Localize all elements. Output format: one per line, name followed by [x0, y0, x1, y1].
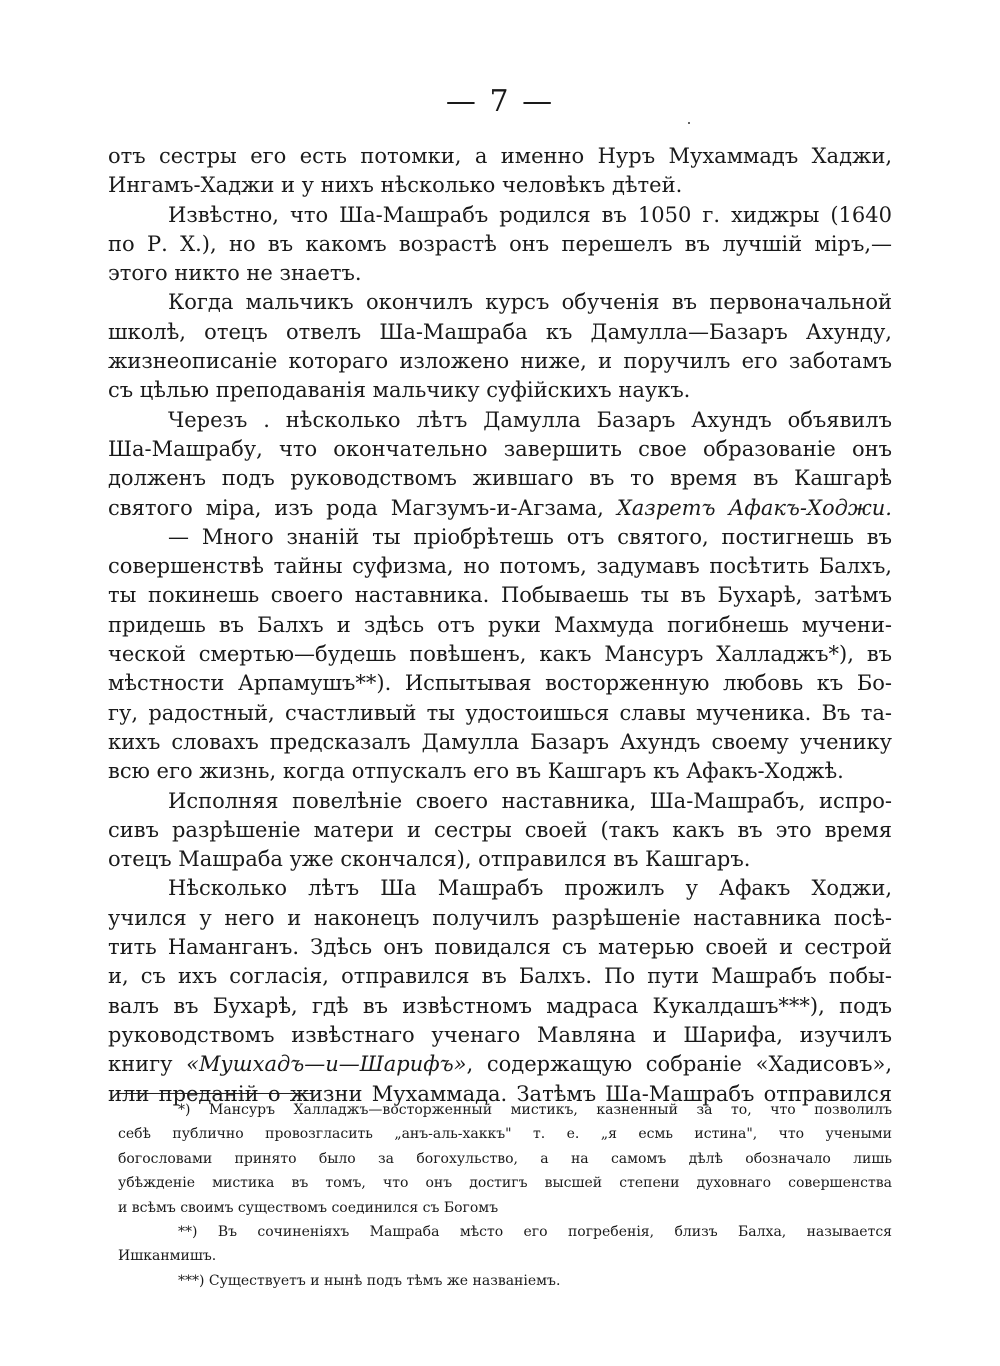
text-line: или преданій о жизни Мухаммада. Затѣмъ Ша-Машрабъ отправился	[108, 1081, 892, 1106]
text-line: этого никто не знаетъ.	[108, 261, 362, 286]
footnote-text: **) Въ сочиненіяхъ Машраба мѣсто его погребенія, близъ Балха, называется	[178, 1223, 892, 1240]
text-line: всю его жизнь, когда отпускалъ его въ Кашгаръ къ Афакъ-Ходжѣ.	[108, 759, 844, 784]
text-line: съ цѣлью преподаванія мальчику суфійскихъ наукъ.	[108, 378, 691, 403]
text-line	[108, 787, 892, 816]
footnote-line: себѣ публично провозгласить „анъ-аль-хаккъ" т. е. „я есмь истина", что учеными	[118, 1126, 892, 1143]
print-speck	[688, 122, 690, 124]
text-line: руководствомъ извѣстнаго ученаго Мавляна и Шарифа, изучилъ	[108, 1022, 892, 1047]
text-line: школѣ, отецъ отвелъ Ша-Машраба къ Дамулла—Базаръ Ахунду,	[108, 319, 892, 344]
footnote-text: *) Мансуръ Халладжъ—восторженный мистикъ, казненный за то, что позволилъ	[178, 1102, 892, 1118]
text-line: Ша-Машрабу, что окончательно завершить свое образованіе онъ	[108, 436, 892, 461]
text-line-content: Когда мальчикъ окончилъ курсъ обученія въ первоначальной	[168, 290, 892, 315]
text-line: отецъ Машраба уже скончался), отправился въ Кашгаръ.	[108, 847, 751, 872]
text-line: жизнеописаніе котораго изложено ниже, и поручилъ его заботамъ	[108, 349, 892, 374]
text-line: долженъ подъ руководствомъ жившаго въ то время въ Кашгарѣ	[108, 466, 892, 491]
text-line-content: Извѣстно, что Ша-Машрабъ родился въ 1050 г. хиджры (1640	[168, 202, 892, 227]
text-line	[108, 523, 892, 552]
text-line	[108, 201, 892, 230]
footnotes	[118, 1098, 892, 1293]
italic-name: Хазретъ Афакъ-Ходжи.	[616, 495, 892, 520]
text-line: мѣстности Арпамушъ**). Испытывая восторженную любовь къ Бо-	[108, 671, 892, 696]
text-line	[108, 288, 892, 317]
text-line: ческой смертью—будешь повѣшенъ, какъ Мансуръ Халладжъ*), въ	[108, 642, 892, 667]
footnote-line: богословами принято было за богохульство, а на самомъ дѣлѣ обозначало лишь	[118, 1150, 892, 1167]
text-line	[108, 1050, 892, 1079]
text-line: валъ въ Бухарѣ, гдѣ въ извѣстномъ мадраса Кукалдашъ***), подъ	[108, 993, 892, 1018]
footnote-text: ***) Существуетъ и нынѣ подъ тѣмъ же названіемъ.	[178, 1272, 561, 1289]
text-line	[108, 406, 892, 435]
text-line: отъ сестры его есть потомки, а именно Нуръ Мухаммадъ Хаджи,	[108, 144, 892, 168]
page-number: — 7 —	[445, 84, 555, 119]
footnote-line: и всѣмъ своимъ существомъ соединился съ Богомъ	[118, 1199, 499, 1216]
text-fragment: книгу	[108, 1052, 187, 1077]
text-line: ты покинешь своего наставника. Побываешь ты въ Бухарѣ, затѣмъ	[108, 583, 892, 608]
text-line: совершенствѣ тайны суфизма, но потомъ, задумавъ посѣтить Балхъ,	[108, 554, 892, 579]
text-line: Ингамъ-Хаджи и у нихъ нѣсколько человѣкъ дѣтей.	[108, 173, 683, 198]
main-text	[108, 142, 892, 1109]
footnote-line: Ишканмишъ.	[118, 1248, 217, 1265]
text-line: гу, радостный, счастливый ты удостоишься славы мученика. Въ та-	[108, 700, 892, 725]
footnote-line	[118, 1220, 892, 1244]
text-line: кихъ словахъ предсказалъ Дамулла Базаръ Ахундъ своему ученику	[108, 729, 892, 754]
text-line-content: Нѣсколько лѣтъ Ша Машрабъ прожилъ у Афакъ Ходжи,	[168, 876, 892, 901]
text-line: и, съ ихъ согласія, отправился въ Балхъ. По пути Машрабъ побы-	[108, 964, 892, 989]
text-line-content: Черезъ . нѣсколько лѣтъ Дамулла Базаръ Ахундъ объявилъ	[168, 407, 892, 432]
footnote-line: убѣжденіе мистика въ томъ, что онъ достигъ высшей степени духовнаго совершенства	[118, 1175, 892, 1192]
text-line-content: Исполняя повелѣніе своего наставника, Ша-Машрабъ, испро-	[168, 788, 892, 813]
text-line: придешь въ Балхъ и здѣсь отъ руки Махмуда погибнешь мучени-	[108, 612, 892, 637]
text-line	[108, 494, 892, 523]
text-fragment: , содержащую собраніе «Хадисовъ»,	[466, 1052, 892, 1077]
text-line: учился у него и наконецъ получилъ разрѣшеніе наставника посѣ-	[108, 905, 892, 930]
text-line-content: святого міра, изъ рода Магзумъ-и-Агзама,	[108, 495, 604, 520]
text-line: тить Наманганъ. Здѣсь онъ повидался съ матерью своей и сестрой	[108, 935, 892, 960]
footnote-line	[118, 1269, 892, 1293]
text-line	[108, 874, 892, 903]
text-line: сивъ разрѣшеніе матери и сестры своей (такъ какъ въ это время	[108, 817, 892, 842]
text-line: по Р. Х.), но въ какомъ возрастѣ онъ перешелъ въ лучшій міръ,—	[108, 231, 892, 256]
text-line-content: — Много знаній ты пріобрѣтешь отъ святого, постигнешь въ	[168, 524, 892, 549]
footnote-line	[118, 1098, 892, 1122]
italic-book-title: «Мушхадъ—и—Шарифъ»	[186, 1052, 467, 1077]
footnote-divider	[118, 1093, 312, 1094]
